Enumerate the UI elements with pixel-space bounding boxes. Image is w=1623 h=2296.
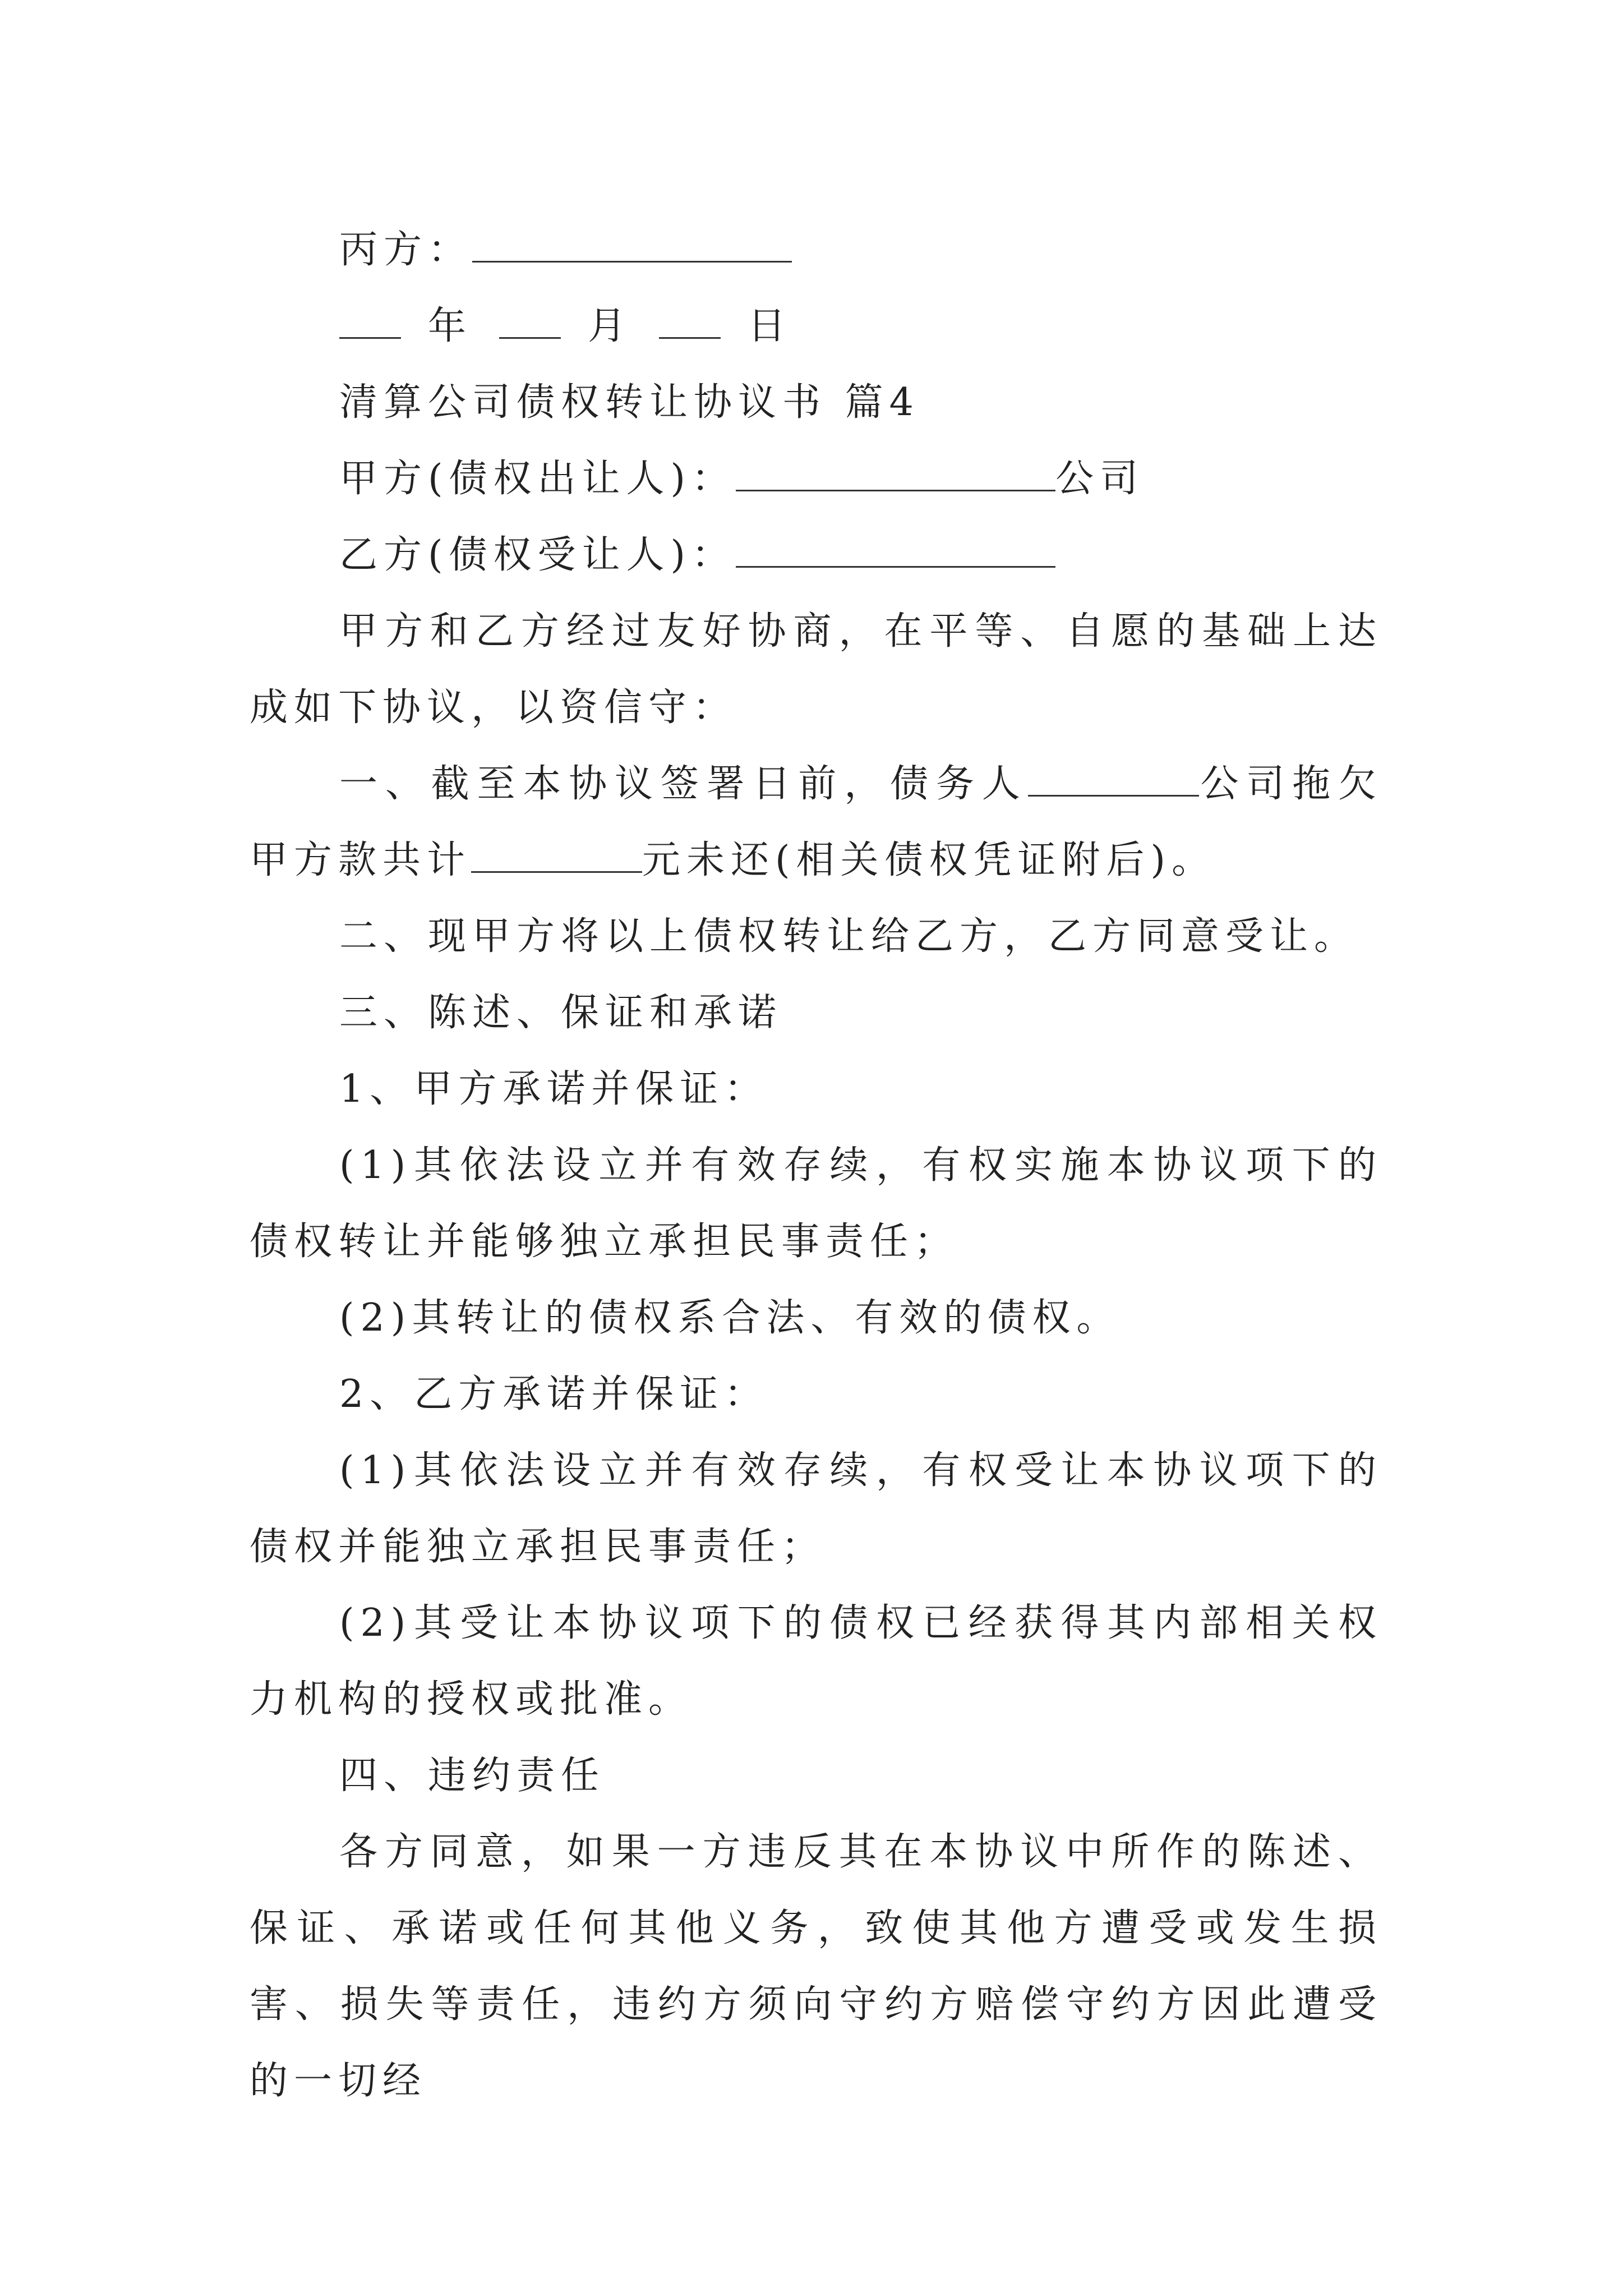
paragraph-party-b-warranty: 2、乙方承诺并保证： — [339, 1372, 769, 1416]
paragraph-party-a-item-2: (2)其转让的债权系合法、有效的债权。 — [339, 1296, 1121, 1340]
party-a-line — [250, 441, 1382, 517]
clause-1-before: 一、截至本协议签署日前，债务人 — [339, 762, 1028, 806]
paragraph-clause-3-heading: 三、陈述、保证和承诺 — [339, 991, 783, 1035]
day-label: 日 — [748, 304, 792, 348]
party-a-blank — [736, 456, 1055, 491]
year-label: 年 — [428, 304, 473, 348]
paragraph-clause-4-heading: 四、违约责任 — [339, 1754, 606, 1798]
day-blank — [659, 303, 721, 339]
paragraph-clause-2: 二、现甲方将以上债权转让给乙方，乙方同意受让。 — [339, 914, 1359, 959]
party-c-label: 丙方： — [339, 228, 473, 272]
party-b-label: 乙方(债权受让人)： — [339, 533, 736, 577]
clause-1-paragraph — [250, 746, 1382, 899]
paragraph-party-b-item-2: (2)其受让本协议项下的债权已经获得其内部相关权力机构的授权或批准。 — [250, 1601, 1382, 1722]
year-blank — [339, 303, 401, 339]
party-a-suffix: 公司 — [1055, 457, 1145, 501]
paragraph-party-b-item-1: (1)其依法设立并有效存续，有权受让本协议项下的债权并能独立承担民事责任； — [250, 1448, 1382, 1569]
paragraph-party-a-warranty: 1、甲方承诺并保证： — [339, 1067, 769, 1111]
section-title: 清算公司债权转让协议书 篇4 — [339, 380, 920, 425]
month-blank — [499, 303, 561, 339]
party-c-blank — [472, 227, 792, 263]
clause-1-after: 元未还(相关债权凭证附后)。 — [642, 838, 1216, 882]
party-c-line — [250, 212, 1382, 288]
clause-1-middle: 公司拖欠甲方款共计 — [250, 762, 1382, 882]
party-a-label: 甲方(债权出让人)： — [339, 457, 736, 501]
amount-blank — [471, 838, 642, 873]
month-label: 月 — [588, 304, 633, 348]
document-body — [250, 212, 1382, 2119]
party-b-line — [250, 517, 1382, 593]
debtor-blank — [1028, 761, 1199, 797]
date-line — [250, 288, 1382, 365]
paragraph-liability: 各方同意，如果一方违反其在本协议中所作的陈述、保证、承诺或任何其他义务，致使其他方遭受或发生损害、损失等责任，违约方须向守约方赔偿守约方因此遭受的一切经 — [250, 1830, 1382, 2103]
party-b-blank — [736, 532, 1055, 568]
paragraph-party-a-item-1: (1)其依法设立并有效存续，有权实施本协议项下的债权转让并能够独立承担民事责任； — [250, 1143, 1382, 1264]
intro-paragraph: 甲方和乙方经过友好协商，在平等、自愿的基础上达成如下协议，以资信守： — [250, 609, 1382, 730]
